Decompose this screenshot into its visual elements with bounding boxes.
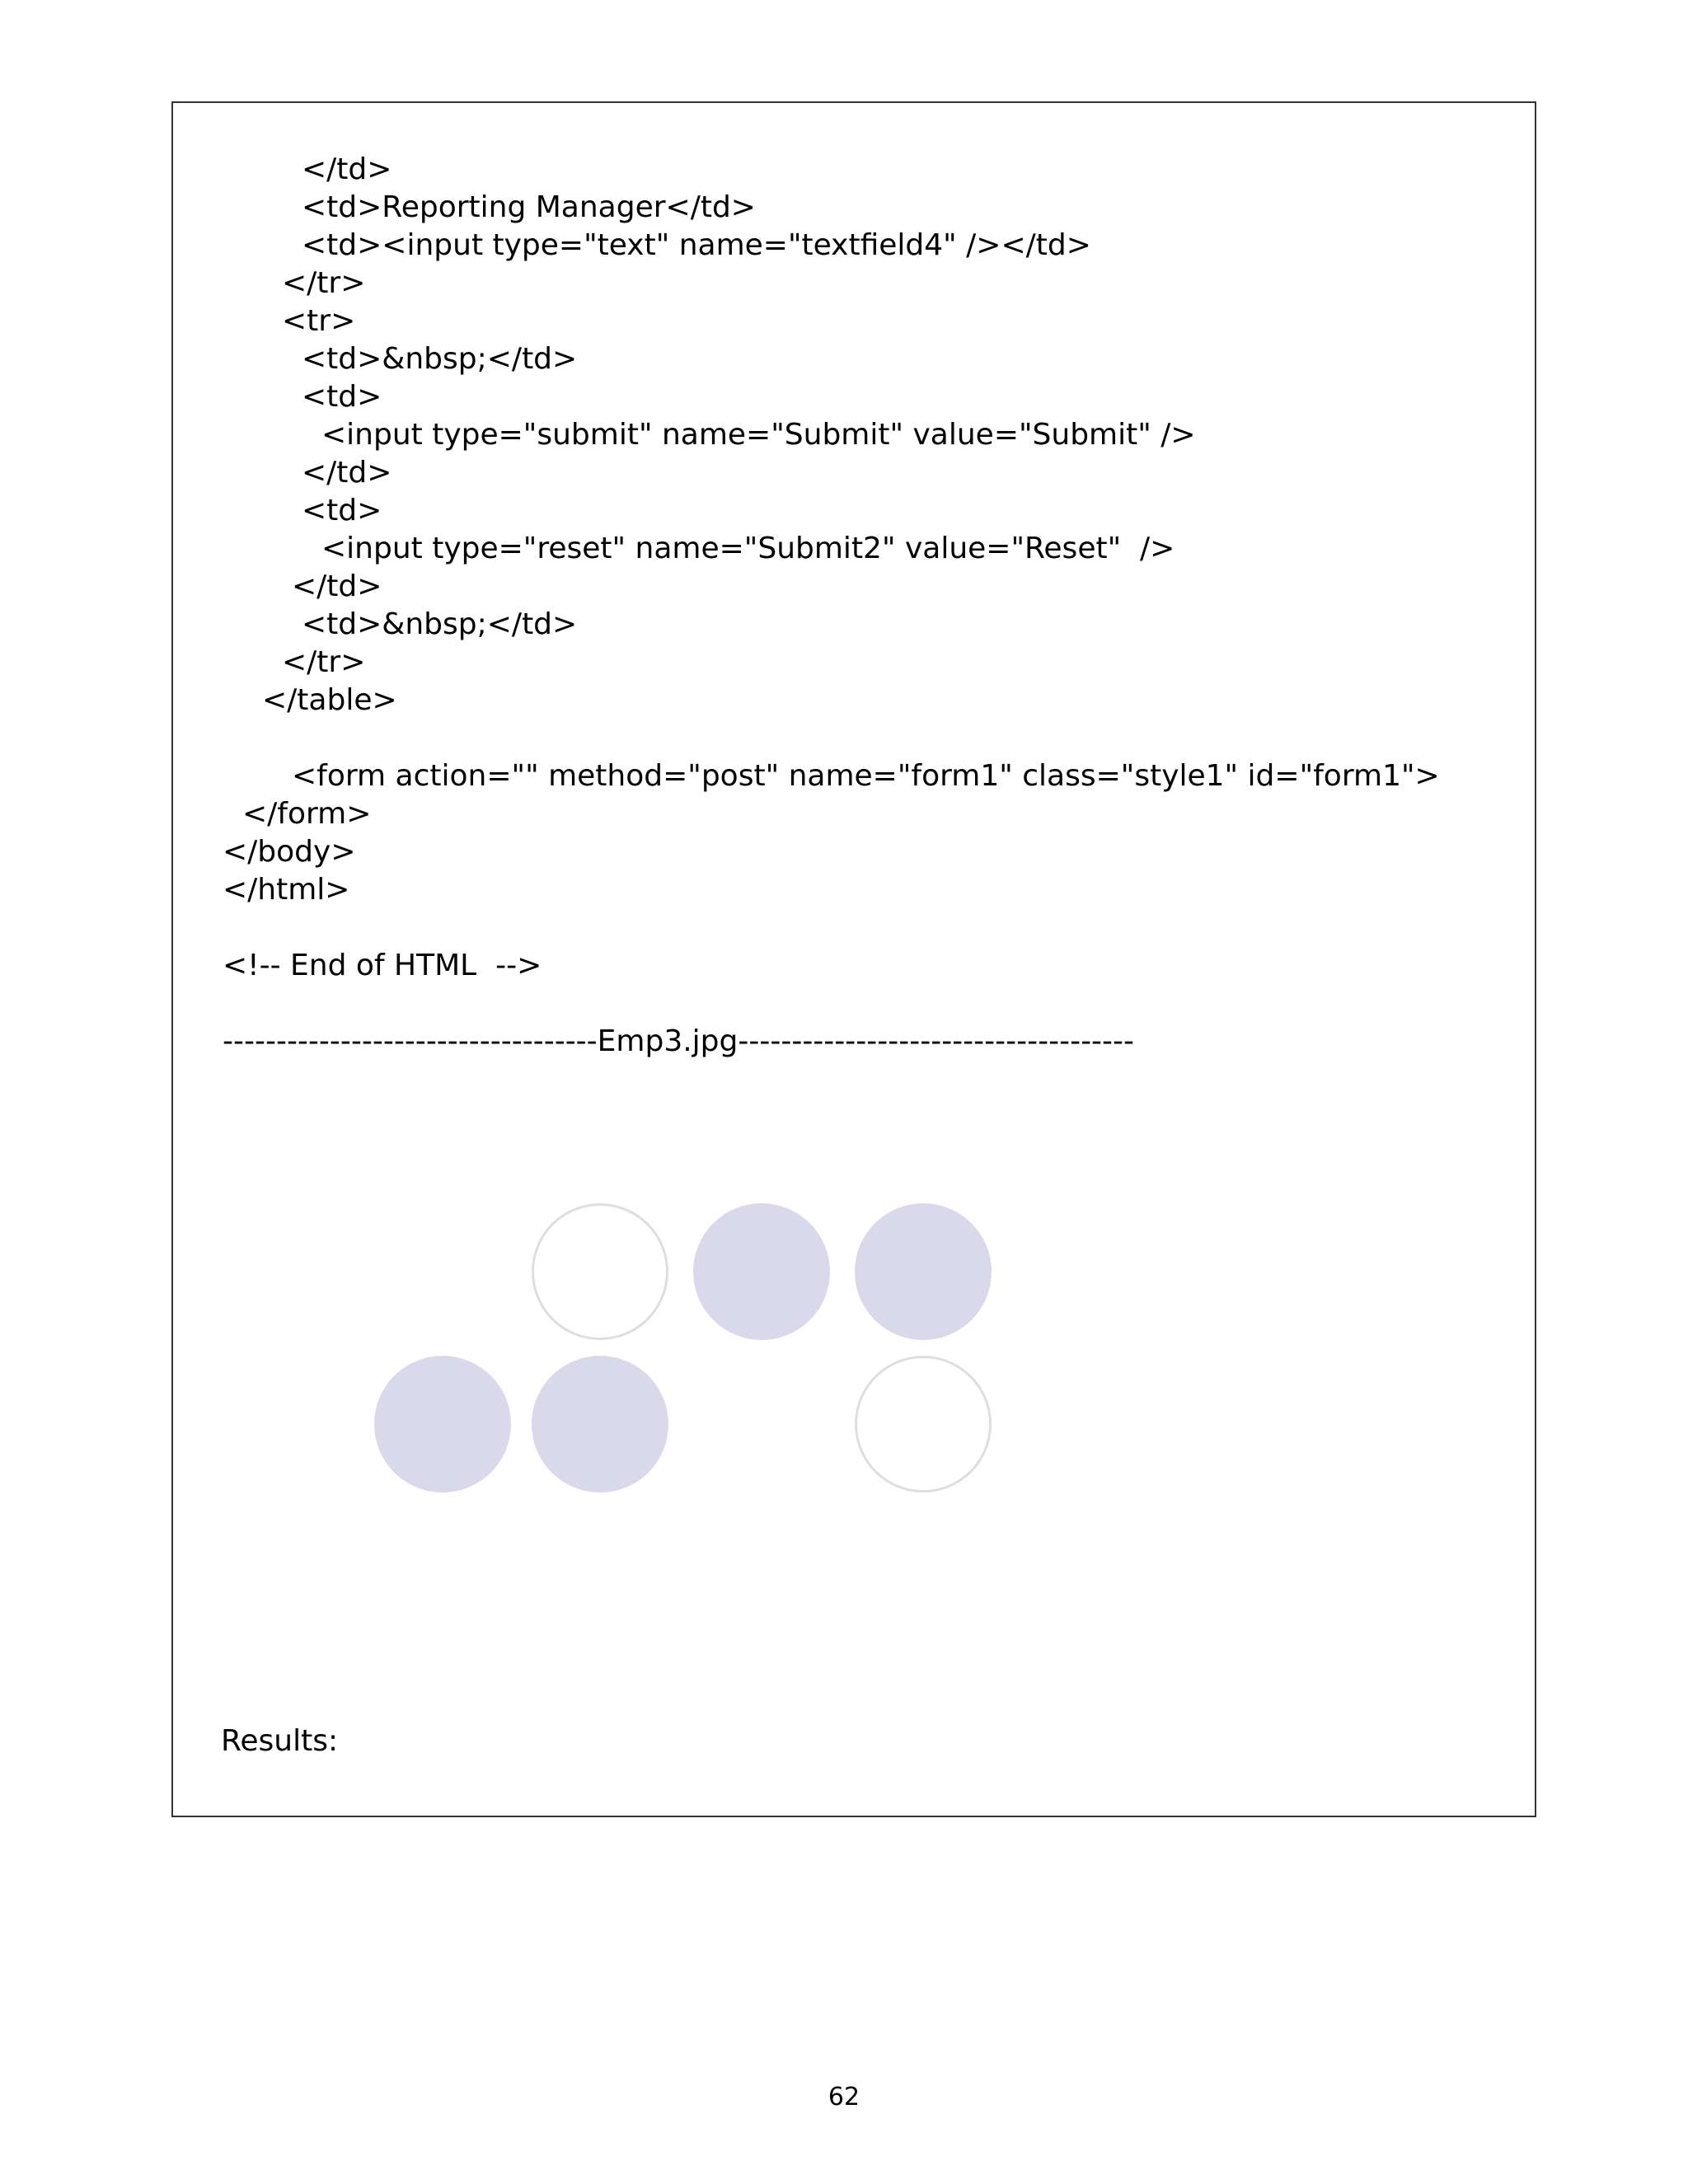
- page-number: 62: [828, 2083, 860, 2111]
- code-line: <td><input type="text" name="textfield4" /></td>: [302, 228, 1091, 262]
- results-label: Results:: [221, 1724, 339, 1758]
- code-line: <form action="" method="post" name="form1" class="style1" id="form1">: [292, 759, 1440, 793]
- code-line: </html>: [223, 873, 350, 907]
- code-line: </td>: [292, 569, 382, 603]
- code-line: </tr>: [282, 266, 366, 300]
- code-line: <input type="submit" name="Submit" value="Submit" />: [321, 418, 1196, 452]
- code-line: <td>: [302, 494, 382, 527]
- code-line: <td>&nbsp;</td>: [302, 607, 578, 641]
- code-line: -----------------------------------Emp3.jpg-------------------------------------: [223, 1024, 1135, 1058]
- code-line: <!-- End of HTML -->: [223, 949, 542, 982]
- code-line: </tr>: [282, 645, 366, 679]
- code-line: <input type="reset" name="Submit2" value="Reset" />: [321, 532, 1175, 565]
- code-line: <td>: [302, 380, 382, 414]
- code-line: </form>: [242, 797, 372, 831]
- code-line: </body>: [223, 835, 356, 869]
- code-line: <td>&nbsp;</td>: [302, 342, 578, 376]
- code-line: </td>: [302, 152, 392, 186]
- code-line: </td>: [302, 456, 392, 490]
- code-line: <tr>: [282, 304, 356, 338]
- code-line: </table>: [262, 683, 397, 717]
- code-line: <td>Reporting Manager</td>: [302, 190, 756, 224]
